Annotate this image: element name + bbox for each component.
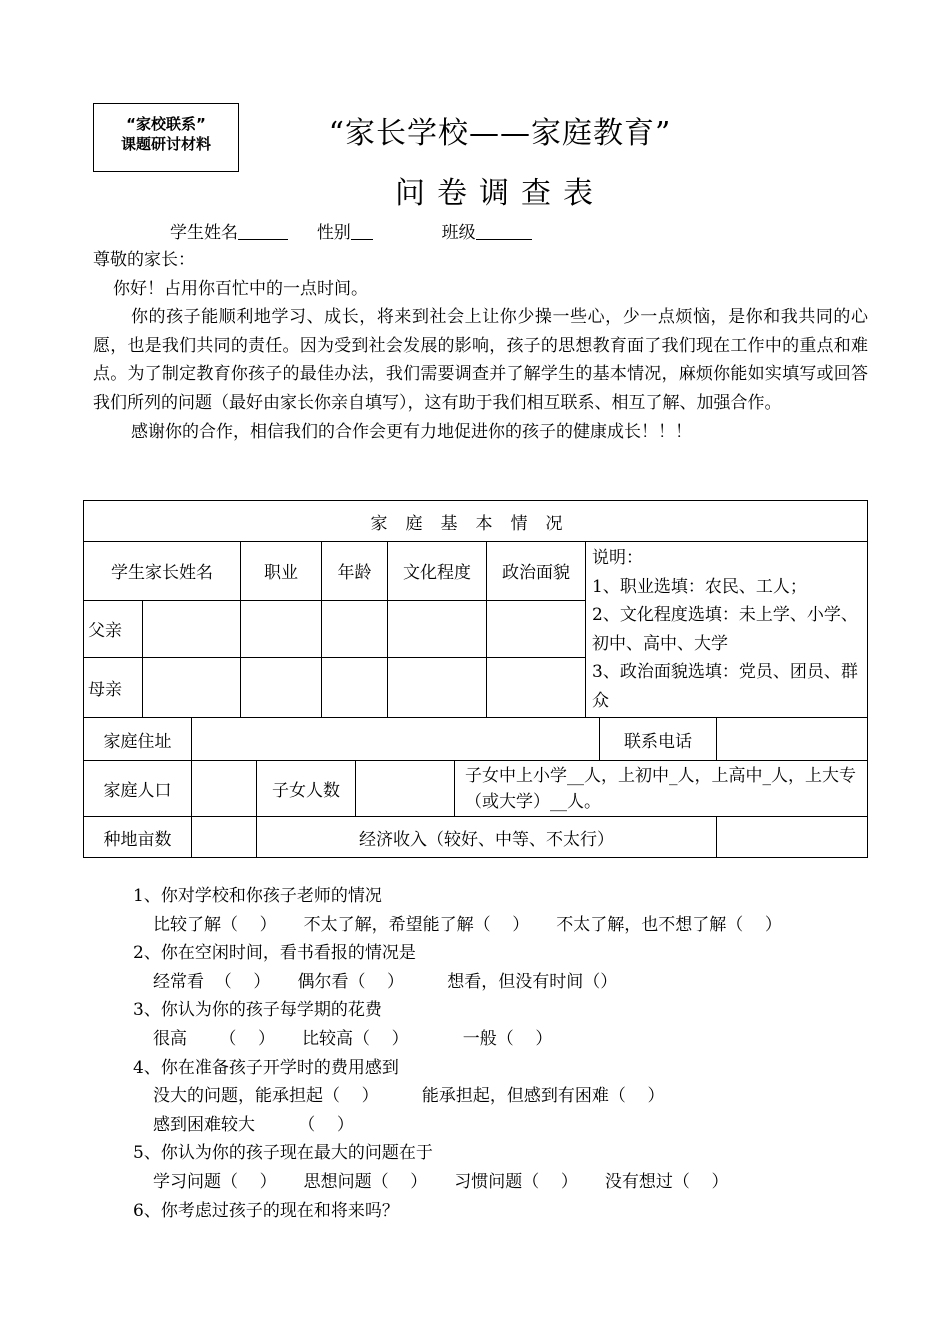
mother-name-cell[interactable]: [143, 658, 241, 718]
children-schooling-text: 子女中上小学__人，上初中_人，上高中_人，上大专（或大学）__人。: [455, 761, 868, 817]
letter-paragraph-1: 你的孩子能顺利地学习、成长，将来到社会上让你少操一些心，少一点烦恼，是你和我共同的心愿，也是我们共同的责任。因为受到社会发展的影响，孩子的思想教育面了我们现在工作中的重点和难点。为了制定教育你孩子的最佳办法，我们需要调查并了解学生的基本情况，麻烦你能如实填写或回答我们所列的问题（最好由家长你亲自填写），这有助于我们相互联系、相互了解、加强合作。: [93, 307, 868, 413]
question-6: 6、你考虑过孩子的现在和将来吗？: [133, 1200, 399, 1221]
population-label: 家庭人口: [84, 761, 192, 817]
father-education-cell[interactable]: [388, 600, 487, 658]
question-1: 1、你对学校和你孩子老师的情况: [133, 886, 382, 906]
address-cell[interactable]: [192, 718, 600, 761]
material-label-line1: “家校联系”: [126, 115, 206, 133]
page-subtitle: 问卷调查表: [395, 176, 605, 211]
question-4: 4、你在准备孩子开学时的费用感到: [133, 1057, 399, 1078]
header-age: 年龄: [322, 542, 388, 601]
question-2: 2、你在空闲时间，看书看报的情况是: [133, 943, 416, 964]
land-cell[interactable]: [192, 817, 257, 858]
header-political-status: 政治面貌: [487, 542, 586, 601]
class-blank[interactable]: [476, 223, 532, 240]
phone-label: 联系电话: [600, 718, 717, 761]
gender-label: 性别: [316, 223, 351, 243]
mother-occupation-cell[interactable]: [241, 658, 322, 718]
children-count-cell[interactable]: [356, 761, 455, 817]
children-count-label: 子女人数: [257, 761, 356, 817]
letter-hello: 你好！占用你百忙中的一点时间。: [113, 278, 368, 299]
question-2-options[interactable]: 经常看 （ ） 偶尔看（ ） 想看，但没有时间（）: [153, 971, 618, 992]
student-name-blank[interactable]: [238, 223, 288, 240]
family-info-table: [83, 500, 868, 858]
father-age-cell[interactable]: [322, 600, 388, 658]
row-mother-label: 母亲: [84, 658, 143, 718]
question-5-options[interactable]: 学习问题（ ） 思想问题（ ） 习惯问题（ ） 没有想过（ ）: [153, 1171, 729, 1192]
question-3-options[interactable]: 很高 （ ） 比较高（ ） 一般（ ）: [153, 1028, 553, 1049]
note-education: 2、文化程度选填：未上学、小学、初中、高中、大学: [592, 605, 858, 654]
letter-greeting: 尊敬的家长：: [93, 250, 195, 270]
income-cell[interactable]: [717, 817, 868, 858]
row-father-label: 父亲: [84, 600, 143, 658]
material-label-line2: 课题研讨材料: [120, 135, 211, 153]
father-political-cell[interactable]: [487, 600, 586, 658]
question-4-options-b[interactable]: 感到困难较大 （ ）: [153, 1114, 354, 1135]
page-title: “家长学校——家庭教育”: [328, 116, 672, 151]
father-occupation-cell[interactable]: [241, 600, 322, 658]
note-occupation: 1、职业选填：农民、工人；: [592, 576, 807, 597]
phone-cell[interactable]: [717, 718, 868, 761]
class-label: 班级: [441, 223, 476, 243]
note-title: 说明：: [592, 548, 643, 568]
address-label: 家庭住址: [84, 718, 192, 761]
question-3: 3、你认为你的孩子每学期的花费: [133, 1000, 382, 1021]
income-label: 经济收入（较好、中等、不太行）: [257, 817, 717, 858]
material-label-box: [93, 103, 239, 172]
table-note: [586, 542, 868, 718]
father-name-cell[interactable]: [143, 600, 241, 658]
mother-education-cell[interactable]: [388, 658, 487, 718]
mother-age-cell[interactable]: [322, 658, 388, 718]
population-cell[interactable]: [192, 761, 257, 817]
question-4-options-a[interactable]: 没大的问题，能承担起（ ） 能承担起，但感到有困难（ ）: [153, 1086, 665, 1107]
mother-political-cell[interactable]: [487, 658, 586, 718]
letter-paragraph-2: 感谢你的合作，相信我们的合作会更有力地促进你的孩子的健康成长！！！: [131, 421, 692, 442]
question-5: 5、你认为你的孩子现在最大的问题在于: [133, 1143, 433, 1164]
question-list: [133, 882, 873, 1225]
header-education: 文化程度: [388, 542, 487, 601]
note-political: 3、政治面貌选填：党员、团员、群众: [592, 662, 858, 711]
table-section-title: 家庭基本情况: [84, 501, 868, 542]
gender-blank[interactable]: [351, 223, 373, 240]
student-name-label: 学生姓名: [170, 223, 238, 243]
student-info-line: [170, 218, 532, 243]
question-1-options[interactable]: 比较了解（ ） 不太了解，希望能了解（ ） 不太了解，也不想了解（ ）: [153, 914, 782, 935]
letter-body: [93, 246, 868, 446]
land-label: 种地亩数: [84, 817, 192, 858]
header-parent-name: 学生家长姓名: [84, 542, 241, 601]
header-occupation: 职业: [241, 542, 322, 601]
